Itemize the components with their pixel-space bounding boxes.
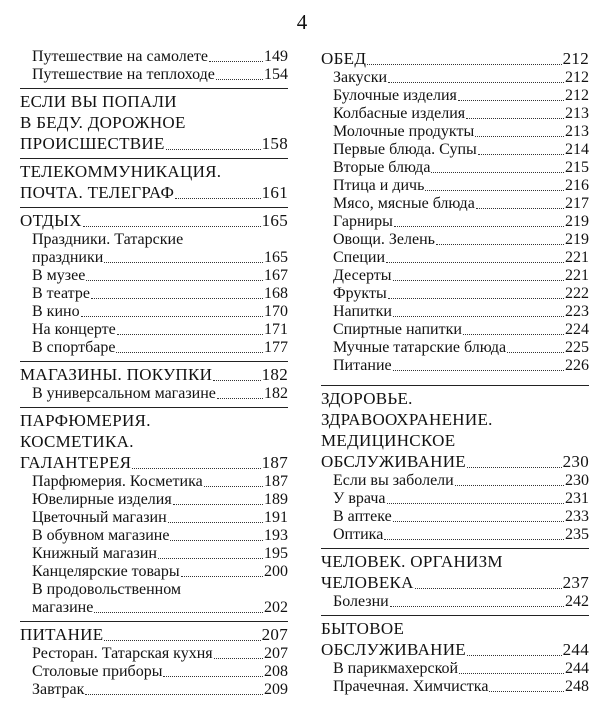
dot-leader — [104, 640, 260, 641]
toc-page: 191 — [264, 509, 288, 526]
toc-entry[interactable] — [20, 321, 288, 339]
toc-entry[interactable] — [321, 177, 589, 195]
toc-title: Завтрак — [32, 681, 85, 698]
dot-leader — [104, 262, 263, 263]
toc-human-items — [321, 593, 589, 611]
toc-entry[interactable] — [321, 213, 589, 231]
toc-page: 161 — [261, 183, 288, 202]
toc-page: 170 — [264, 303, 288, 320]
toc-column-left — [20, 48, 288, 699]
dot-leader — [384, 539, 564, 540]
toc-title: Вторые блюда — [333, 159, 431, 176]
toc-entry[interactable] — [321, 526, 589, 544]
toc-page: 214 — [565, 141, 589, 158]
toc-page: 200 — [264, 563, 288, 580]
dot-leader — [415, 588, 562, 589]
toc-page: 165 — [264, 249, 288, 266]
toc-title: Столовые приборы — [32, 663, 163, 680]
toc-lunch-items — [321, 69, 589, 375]
dot-leader — [466, 118, 564, 119]
toc-section-line: КОСМЕТИКА. — [20, 432, 134, 451]
toc-title: У врача — [333, 490, 386, 507]
toc-entry[interactable] — [20, 527, 288, 545]
toc-title: В аптеке — [333, 508, 392, 525]
toc-section-line: МЕДИЦИНСКОЕ — [321, 431, 456, 450]
toc-title: Парфюмерия. Косметика — [32, 473, 203, 490]
dot-leader — [214, 658, 263, 659]
toc-section-entry[interactable] — [20, 452, 288, 473]
toc-title: Колбасные изделия — [333, 105, 466, 122]
toc-title: ОБЕД — [321, 49, 367, 68]
toc-entry[interactable] — [20, 545, 288, 563]
dot-leader — [170, 540, 263, 541]
section-divider — [20, 158, 288, 159]
toc-title: В музее — [32, 267, 86, 284]
dot-leader — [94, 612, 263, 613]
toc-section-household — [321, 618, 589, 660]
toc-title: В кино — [32, 303, 80, 320]
section-divider — [20, 88, 288, 89]
toc-page: 244 — [565, 660, 589, 677]
dot-leader — [393, 370, 564, 371]
dot-leader — [507, 352, 564, 353]
toc-page: 154 — [264, 66, 288, 83]
dot-leader — [116, 352, 263, 353]
dot-leader — [367, 64, 561, 65]
toc-entry[interactable] — [20, 339, 288, 357]
toc-page: 207 — [264, 645, 288, 662]
toc-section-line: ЗДРАВООХРАНЕНИЕ. — [321, 410, 493, 429]
toc-entry[interactable] — [321, 159, 589, 177]
toc-page: 195 — [264, 545, 288, 562]
toc-section-shops[interactable] — [20, 364, 288, 385]
section-divider — [20, 361, 288, 362]
toc-column-right — [321, 48, 589, 696]
toc-title: Прачечная. Химчистка — [333, 678, 489, 695]
toc-section-entry[interactable] — [321, 451, 589, 472]
toc-page: 248 — [565, 678, 589, 695]
toc-entry[interactable] — [20, 285, 288, 303]
toc-entry[interactable] — [321, 141, 589, 159]
toc-page: 233 — [565, 508, 589, 525]
toc-title: Мучные татарские блюда — [333, 339, 507, 356]
toc-section-line: ЗДОРОВЬЕ. — [321, 389, 413, 408]
toc-title: Мясо, мясные блюда — [333, 195, 475, 212]
toc-title: Специи — [333, 249, 386, 266]
toc-page: 230 — [562, 452, 589, 471]
toc-page: 237 — [562, 573, 589, 592]
dot-leader — [158, 558, 263, 559]
toc-section-lunch[interactable] — [321, 48, 589, 69]
toc-travel-items — [20, 48, 288, 84]
toc-entry[interactable] — [321, 593, 589, 611]
toc-title: ОБСЛУЖИВАНИЕ — [321, 452, 466, 471]
toc-entry[interactable] — [321, 249, 589, 267]
dot-leader — [217, 398, 263, 399]
toc-entry[interactable] — [321, 87, 589, 105]
toc-page: 235 — [565, 526, 589, 543]
toc-perfume-items — [20, 473, 288, 581]
toc-title: Оптика — [333, 526, 384, 543]
toc-title: В универсальном магазине — [32, 385, 216, 402]
toc-page: 224 — [565, 321, 589, 338]
dot-leader — [478, 154, 564, 155]
toc-page: 219 — [565, 231, 589, 248]
toc-page: 207 — [261, 625, 288, 644]
dot-leader — [81, 316, 263, 317]
toc-title: ОБСЛУЖИВАНИЕ — [321, 640, 466, 659]
toc-section-line: ЧЕЛОВЕК. ОРГАНИЗМ — [321, 552, 503, 571]
toc-title: Цветочный магазин — [32, 509, 167, 526]
toc-entry[interactable] — [20, 267, 288, 285]
dot-leader — [455, 485, 564, 486]
toc-page: 187 — [264, 473, 288, 490]
toc-entry-grocery[interactable] — [20, 599, 288, 617]
toc-page: 187 — [261, 453, 288, 472]
dot-leader — [431, 172, 564, 173]
toc-title: На концерте — [32, 321, 116, 338]
toc-title: В парикмахерской — [333, 660, 459, 677]
toc-title: ПРОИСШЕСТВИЕ — [20, 134, 165, 153]
toc-title: Путешествие на теплоходе — [32, 66, 215, 83]
toc-page: 223 — [565, 303, 589, 320]
toc-title: Десерты — [333, 267, 392, 284]
toc-entry-holidays-line: Праздники. Татарские — [32, 231, 184, 248]
toc-title: Путешествие на самолете — [32, 48, 208, 65]
toc-entry[interactable] — [20, 303, 288, 321]
dot-leader — [213, 380, 260, 381]
toc-page: 193 — [264, 527, 288, 544]
toc-entry[interactable] — [321, 357, 589, 375]
toc-title: ОТДЫХ — [20, 211, 82, 230]
section-divider — [20, 621, 288, 622]
toc-entry[interactable] — [321, 123, 589, 141]
dot-leader — [181, 576, 263, 577]
toc-entry[interactable] — [321, 267, 589, 285]
toc-entry[interactable] — [20, 491, 288, 509]
dot-leader — [476, 208, 564, 209]
toc-page: 221 — [565, 249, 589, 266]
toc-entry[interactable] — [20, 509, 288, 527]
dot-leader — [387, 503, 565, 504]
toc-title: Птица и дичь — [333, 177, 425, 194]
toc-rest-items — [20, 267, 288, 357]
toc-page: 225 — [565, 339, 589, 356]
toc-section-accident — [20, 91, 288, 154]
toc-title: ЧЕЛОВЕКА — [321, 573, 414, 592]
toc-title: Закуски — [333, 69, 388, 86]
toc-section-entry[interactable] — [321, 639, 589, 660]
toc-page: 209 — [264, 681, 288, 698]
toc-page: 222 — [565, 285, 589, 302]
toc-section-entry[interactable] — [20, 182, 288, 203]
toc-health-items — [321, 472, 589, 544]
toc-entry[interactable] — [321, 303, 589, 321]
toc-page: 219 — [565, 213, 589, 230]
toc-title: Книжный магазин — [32, 545, 157, 562]
toc-page: 168 — [264, 285, 288, 302]
toc-section-food[interactable] — [20, 624, 288, 645]
dot-leader — [459, 673, 564, 674]
toc-household-items — [321, 660, 589, 696]
dot-leader — [117, 334, 263, 335]
toc-section-health — [321, 388, 589, 472]
dot-leader — [388, 82, 564, 83]
dot-leader — [168, 522, 263, 523]
toc-title: ГАЛАНТЕРЕЯ — [20, 453, 132, 472]
toc-entry[interactable] — [20, 66, 288, 84]
toc-entry[interactable] — [20, 48, 288, 66]
toc-page: 149 — [264, 48, 288, 65]
toc-title: В спортбаре — [32, 339, 116, 356]
toc-entry[interactable] — [20, 563, 288, 581]
toc-page: 202 — [264, 599, 288, 616]
toc-entry[interactable] — [321, 195, 589, 213]
toc-title: Если вы заболели — [333, 472, 454, 489]
toc-title: Спиртные напитки — [333, 321, 462, 338]
toc-page: 215 — [565, 159, 589, 176]
dot-leader — [394, 226, 564, 227]
toc-page: 212 — [565, 87, 589, 104]
dot-leader — [467, 655, 562, 656]
toc-title: Овощи. Зелень — [333, 231, 435, 248]
toc-page: 167 — [264, 267, 288, 284]
dot-leader — [463, 334, 564, 335]
section-divider — [321, 615, 589, 616]
toc-shops-items — [20, 385, 288, 403]
toc-entry[interactable] — [20, 473, 288, 491]
toc-section-line: ЕСЛИ ВЫ ПОПАЛИ — [20, 92, 177, 111]
dot-leader — [425, 190, 564, 191]
toc-page: 189 — [264, 491, 288, 508]
toc-title: Фрукты — [333, 285, 387, 302]
toc-page: 212 — [562, 49, 589, 68]
dot-leader — [86, 280, 263, 281]
toc-page: 212 — [565, 69, 589, 86]
toc-page: 217 — [565, 195, 589, 212]
toc-page: 158 — [261, 134, 288, 153]
section-divider — [321, 548, 589, 549]
toc-entry[interactable] — [321, 472, 589, 490]
dot-leader — [132, 468, 260, 469]
toc-title: МАГАЗИНЫ. ПОКУПКИ — [20, 365, 213, 384]
toc-entry[interactable] — [321, 285, 589, 303]
toc-entry[interactable] — [321, 321, 589, 339]
toc-title: Ресторан. Татарская кухня — [32, 645, 213, 662]
toc-title: В театре — [32, 285, 90, 302]
toc-title: Болезни — [333, 593, 389, 610]
toc-page: 242 — [565, 593, 589, 610]
toc-section-perfume — [20, 410, 288, 473]
toc-entry[interactable] — [20, 681, 288, 699]
toc-title: Первые блюда. Супы — [333, 141, 477, 158]
toc-entry[interactable] — [20, 385, 288, 403]
toc-page: 213 — [565, 105, 589, 122]
toc-entry-holidays[interactable] — [20, 249, 288, 267]
toc-page: 221 — [565, 267, 589, 284]
toc-title: Питание — [333, 357, 392, 374]
toc-page: 231 — [565, 490, 589, 507]
dot-leader — [85, 694, 263, 695]
dot-leader — [489, 691, 564, 692]
toc-section-telecom — [20, 161, 288, 203]
toc-title: праздники — [32, 249, 104, 266]
toc-title: Напитки — [333, 303, 392, 320]
dot-leader — [204, 486, 263, 487]
dot-leader — [436, 244, 564, 245]
toc-page: 177 — [264, 339, 288, 356]
dot-leader — [91, 298, 263, 299]
page-number: 4 — [296, 10, 308, 34]
toc-section-line: БЫТОВОЕ — [321, 619, 405, 638]
toc-entry[interactable] — [321, 490, 589, 508]
toc-title: Канцелярские товары — [32, 563, 180, 580]
dot-leader — [393, 280, 564, 281]
toc-section-line: ТЕЛЕКОММУНИКАЦИЯ. — [20, 162, 222, 181]
toc-title: ПИТАНИЕ — [20, 625, 104, 644]
toc-section-line: ПАРФЮМЕРИЯ. — [20, 411, 151, 430]
section-divider — [321, 385, 589, 386]
dot-leader — [173, 504, 263, 505]
toc-title: магазине — [32, 599, 94, 616]
toc-title: Булочные изделия — [333, 87, 457, 104]
dot-leader — [388, 298, 564, 299]
toc-section-human — [321, 551, 589, 593]
toc-entry[interactable] — [321, 678, 589, 696]
toc-entry[interactable] — [321, 508, 589, 526]
toc-title: Гарниры — [333, 213, 393, 230]
toc-page: 216 — [565, 177, 589, 194]
dot-leader — [166, 149, 261, 150]
dot-leader — [163, 676, 263, 677]
toc-section-entry[interactable] — [321, 572, 589, 593]
dot-leader — [390, 606, 564, 607]
toc-section-entry[interactable] — [20, 133, 288, 154]
section-divider — [20, 207, 288, 208]
toc-page: 230 — [565, 472, 589, 489]
dot-leader — [475, 136, 564, 137]
toc-section-rest[interactable] — [20, 210, 288, 231]
toc-page: 165 — [261, 211, 288, 230]
toc-entry[interactable] — [20, 645, 288, 663]
toc-food-items — [20, 645, 288, 699]
toc-entry-grocery-line: В продовольственном — [32, 581, 182, 598]
dot-leader — [393, 316, 564, 317]
toc-entry[interactable] — [321, 339, 589, 357]
toc-title: Ювелирные изделия — [32, 491, 172, 508]
toc-page: 171 — [264, 321, 288, 338]
dot-leader — [209, 61, 263, 62]
toc-title: ПОЧТА. ТЕЛЕГРАФ — [20, 183, 175, 202]
toc-entry[interactable] — [321, 660, 589, 678]
toc-section-line: В БЕДУ. ДОРОЖНОЕ — [20, 113, 186, 132]
dot-leader — [458, 100, 564, 101]
toc-page: 182 — [264, 385, 288, 402]
toc-page: 244 — [562, 640, 589, 659]
toc-page: 208 — [264, 663, 288, 680]
toc-entry[interactable] — [321, 69, 589, 87]
dot-leader — [393, 521, 564, 522]
dot-leader — [83, 226, 261, 227]
dot-leader — [386, 262, 564, 263]
toc-title: Молочные продукты — [333, 123, 475, 140]
toc-title: В обувном магазине — [32, 527, 170, 544]
dot-leader — [467, 467, 562, 468]
toc-page: 182 — [261, 365, 288, 384]
section-divider — [20, 407, 288, 408]
toc-page: 213 — [565, 123, 589, 140]
dot-leader — [216, 79, 263, 80]
toc-entry[interactable] — [321, 105, 589, 123]
dot-leader — [175, 198, 260, 199]
toc-page: 226 — [565, 357, 589, 374]
toc-entry[interactable] — [20, 663, 288, 681]
toc-entry[interactable] — [321, 231, 589, 249]
